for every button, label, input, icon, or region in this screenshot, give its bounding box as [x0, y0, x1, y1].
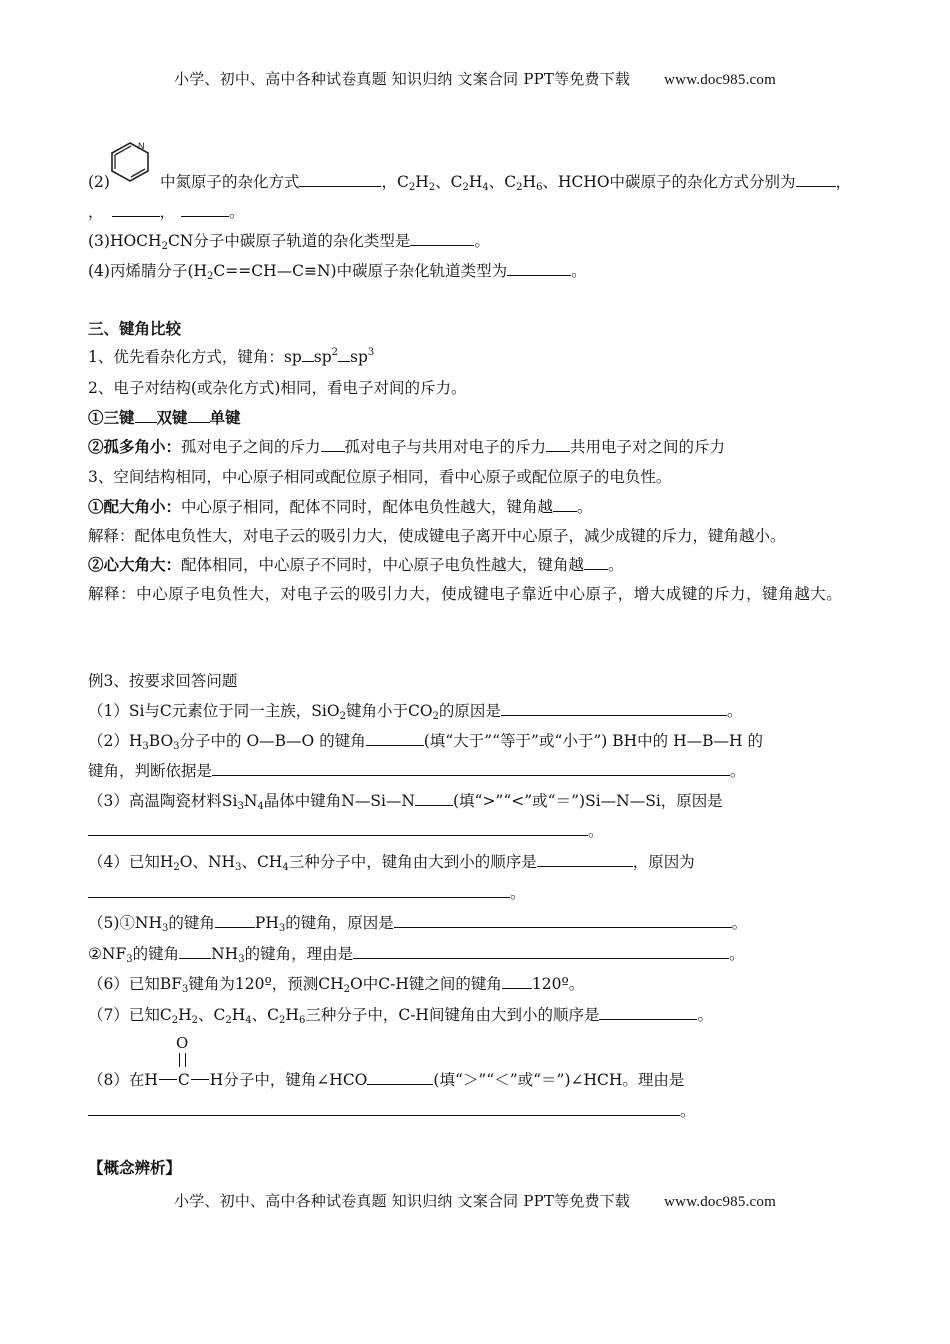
rule-9: 解释：中心原子电负性大，对电子云的吸引力大，使成键电子靠近中心原子，增大成键的斥力，键角越大。	[88, 585, 843, 603]
question-2-line-2: ， ， 。	[88, 203, 245, 221]
footer-text: 小学、初中、高中各种试卷真题 知识归纳 文案合同 PPT等免费下载	[174, 1192, 631, 1210]
rule-5: 3、空间结构相同，中心原子相同或配位原子相同，看中心原子或配位原子的电负性。	[88, 468, 672, 486]
example-q4-line-1: （4）已知$H_2O$、$NH_3$、$CH_4$三种分子中，键角由大到小的顺序是 ，原因为	[88, 853, 695, 873]
question-3: $(3)HOCH_2CN$分子中碳原子轨道的杂化类型是 。	[88, 232, 490, 252]
page-footer	[0, 1190, 950, 1211]
section-title: 三、键角比较	[88, 319, 182, 338]
footer-site: www.doc985.com	[664, 1194, 776, 1210]
header-site: www.doc985.com	[664, 72, 776, 88]
rule-4: ②孤多角小：孤对电子之间的斥力 孤对电子与共用对电子的斥力 共用电子对之间的斥力	[88, 437, 726, 456]
ring-atom-label: N	[138, 141, 145, 151]
rule-7: 解释：配体电负性大，对电子云的吸引力大，使成键电子离开中心原子，减少成键的斥力，键角越小。	[88, 527, 786, 545]
example-q2-line-2: 键角，判断依据是 。	[88, 762, 746, 780]
example-q4-line-2: 。	[88, 882, 526, 904]
rule-6: ①配大角小：中心原子相同，配体不同时，配体电负性越大，键角越 。	[88, 497, 593, 516]
question-2-line-1: (2) 中氮原子的杂化方式 ，$C_2H_2$、$C_2H_4$、$C_2H_6$、HCHO中碳原子的杂化方式分别为 ，	[88, 173, 852, 193]
rule-1: 1、优先看杂化方式，键角：sp $sp^2$ $sp^3$	[88, 347, 375, 366]
question-4: (4)丙烯腈分子$(H_2C==CH—C\equiv N)$中碳原子杂化轨道类型为 。	[88, 262, 587, 282]
example-q5-line-2: $②NF_3$的键角 $NH_3$的键角，理由是 。	[88, 945, 745, 965]
example-q5-line-1: $(5)①NH_3$的键角 $PH_3$的键角，原因是 。	[88, 914, 748, 934]
page-header	[0, 68, 950, 89]
rule-3: ①三键 双键 单键	[88, 408, 241, 427]
example-q1: （1）Si与C元素位于同一主族，SiO$_2$键角小于$CO_2$的原因是 。	[88, 702, 743, 722]
rule-8: ②心大角大：配体相同，中心原子不同时，中心原子电负性越大，键角越 。	[88, 555, 624, 574]
example-q8-line-1: （8）在H C H分子中，键角∠HCO (填“＞”“＜”或“＝”)∠HCH。理由是	[88, 1071, 685, 1089]
rule-2: 2、电子对结构(或杂化方式)相同，看电子对间的斥力。	[88, 379, 467, 397]
example-q2-line-1: $(2)H_3BO_3$分子中的 O—B—O 的键角 (填“大于”“等于”或“小于”) BH中的 H—B—H 的	[88, 732, 763, 752]
example-q7: （7）已知$C_2H_2$、$C_2H_4$、$C_2H_6$三种分子中，C-H间键角由大到小的顺序是 。	[88, 1006, 713, 1026]
formaldehyde-structure: H C H	[144, 1071, 224, 1089]
example-q3-line-1: （3）高温陶瓷材料$Si_3N_4$晶体中键角N—Si—N (填“>”“<”或“＝”)Si—N—Si，原因是	[88, 792, 723, 812]
concept-title: 【概念辨析】	[88, 1158, 182, 1177]
example-q6: （6）已知$BF_3$键角为120º，预测$CH_2O$中C-H键之间的键角 120º。	[88, 975, 585, 995]
example-q3-line-2: 。	[88, 820, 604, 842]
carbonyl-double-bond	[179, 1053, 186, 1067]
header-text: 小学、初中、高中各种试卷真题 知识归纳 文案合同 PPT等免费下载	[174, 70, 631, 88]
formaldehyde-oxygen: O	[176, 1034, 189, 1052]
example-q8-line-2: 。	[88, 1100, 696, 1122]
example-title: 例3、按要求回答问题	[88, 672, 238, 690]
